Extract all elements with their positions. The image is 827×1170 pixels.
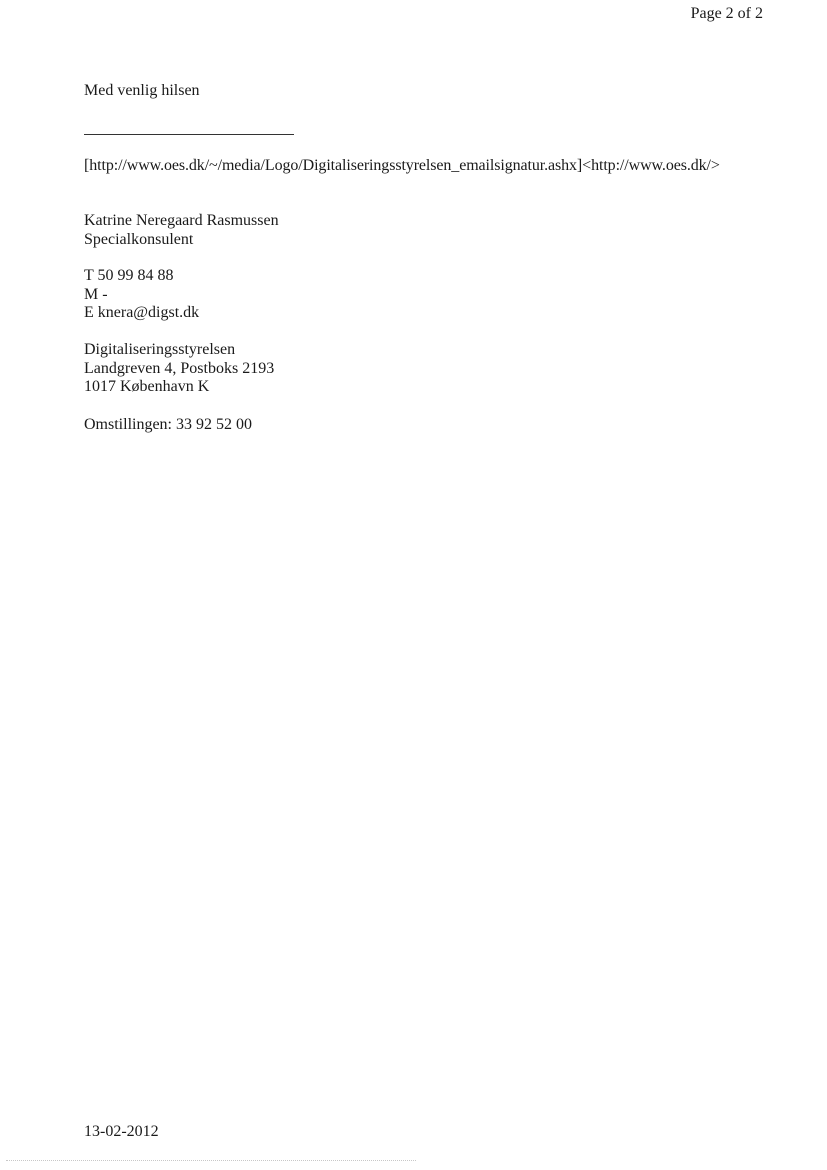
switchboard-number: Omstillingen: 33 92 52 00 <box>84 416 252 433</box>
footer-date: 13-02-2012 <box>84 1123 159 1140</box>
logo-link[interactable]: [http://www.oes.dk/~/media/Logo/Digitaliseringsstyrelsen_emailsignatur.ashx]<http://www.oes.dk/> <box>84 157 720 174</box>
address-street: Landgreven 4, Postboks 2193 <box>84 359 275 377</box>
contact-details <box>84 267 199 323</box>
sender-title: Specialkonsulent <box>84 230 194 248</box>
signature-divider <box>84 134 294 135</box>
address-city: 1017 København K <box>84 378 210 395</box>
page-number: Page 2 of 2 <box>690 5 763 22</box>
scan-artifact-line <box>6 1160 416 1161</box>
sender-block <box>84 212 279 249</box>
phone-number: T 50 99 84 88 <box>84 267 174 284</box>
email-address[interactable]: E knera@digst.dk <box>84 304 200 321</box>
organization-name: Digitaliseringsstyrelsen <box>84 341 236 358</box>
closing-greeting: Med venlig hilsen <box>84 82 200 99</box>
sender-name: Katrine Neregaard Rasmussen <box>84 212 279 229</box>
organization-address <box>84 341 274 397</box>
mobile-number: M - <box>84 285 108 303</box>
